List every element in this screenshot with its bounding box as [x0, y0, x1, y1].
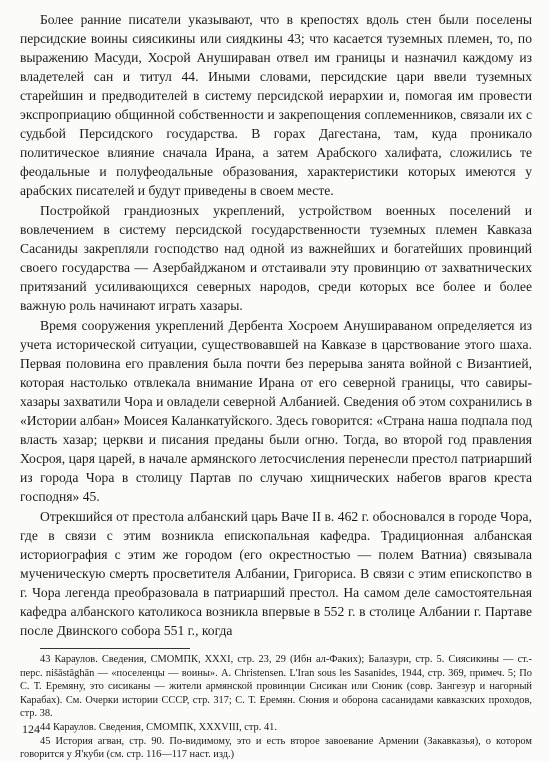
page-body: [20, 10, 532, 762]
footnote-divider: [40, 648, 190, 649]
footnote-45: 45 История агван, стр. 90. По-видимому, это и есть второе завоевание Армении (Закавказья), о котором говорится у Я'куби (см. стр. 116—117 наст. изд.): [20, 735, 532, 761]
paragraph-1: Более ранние писатели указывают, что в крепостях вдоль стен были поселены персидские воины сиясикины или сиядкины 43; что касается туземных племен, то, по выражению Масуди, Хосрой Анушираван отвел им границы и назначил каждому из владетелей сан и титул 44. Иными словами, персидские цари ввели туземных старейшин и предводителей в систему персидской иерархии и, помогая им провести экспроприацию общинной собственности и закрепощения соплеменников, связали их с судьбой Персидского государства. В горах Дагестана, там, куда проникало политическое влияние сначала Ирана, а затем Арабского халифата, сложились те феодальные и полуфеодальные образования, характеристики которых имеются у арабских писателей и будут приведены в своем месте.: [20, 12, 532, 198]
paragraph-2: Постройкой грандиозных укреплений, устройством военных поселений и вовлечением в систему персидской государственности туземных племен Кавказа Сасаниды закрепляли господство над одной из важнейших и богатейших провинций своего государства — Азербайджаном и отстаивали эту провинцию от захватнических притязаний усиливающихся северных народов, среди которых все более и более важную роль начинают играть хазары.: [20, 203, 532, 313]
paragraph-3: Время сооружения укреплений Дербента Хосроем Анушираваном определяется из учета исторической ситуации, существовавшей на Кавказе в царствование этого шаха. Первая половина его правления была почти без перерыва занята войной с Византией, которая настолько отвлекала внимание Ирана от его северной границы, что савиры-хазары захватили Чора и овладели северной Албанией. Сведения об этом сохранились в «Истории албан» Моисея Каланкатуйского. Здесь говорится: «Страна наша подпала под власть хазар; церкви и писания преданы были огню. Тогда, во второй год правления Хосроя, царя царей, в начале армянского летосчисления перенесли престол патриарший из города Чора в столицу Партав по случаю хищнических набегов врагов креста господня» 45.: [20, 318, 532, 504]
paragraph-4: Отрекшийся от престола албанский царь Ваче II в. 462 г. обосновался в городе Чора, где в связи с этим возникла епископальная кафедра. Традиционная албанская историография с этим же городом (его окрестностью — полем Ватниа) связывала мученическую смерть просветителя Албании, Григориса. В связи с этим епископство в г. Чора легенда преобразовала в патриарший престол. На самом деле самостоятельная кафедра албанского католикоса возникла впервые в 552 г. в столице Албании г. Партаве после Двинского собора 551 г., когда: [20, 509, 532, 638]
footnote-44: 44 Караулов. Сведения, СМОМПК, XXXVIII, стр. 41.: [40, 721, 277, 733]
page-number: 124: [22, 722, 40, 736]
footnote-43: 43 Караулов. Сведения, СМОМПК, XXXI, стр. 23, 29 (Ибн ал-Факих); Балазури, стр. 5. Сиясикины — ст.-перс. nišāstāghān — «поселенцы — воины». A. Christensen. L'Iran sous les Sasanides, 1944, стр. 369, примеч. 5; По С. Т. Еремяну, это сисиканы — жители армянской провинции Сисикан или Сюник (совр. Зангезур и нагорный Карабах). См. Очерки истории СССР, стр. 317; С. Т. Еремян. Сюния и оборона сасанидами кавказских проходов, стр. 38.: [20, 654, 532, 720]
